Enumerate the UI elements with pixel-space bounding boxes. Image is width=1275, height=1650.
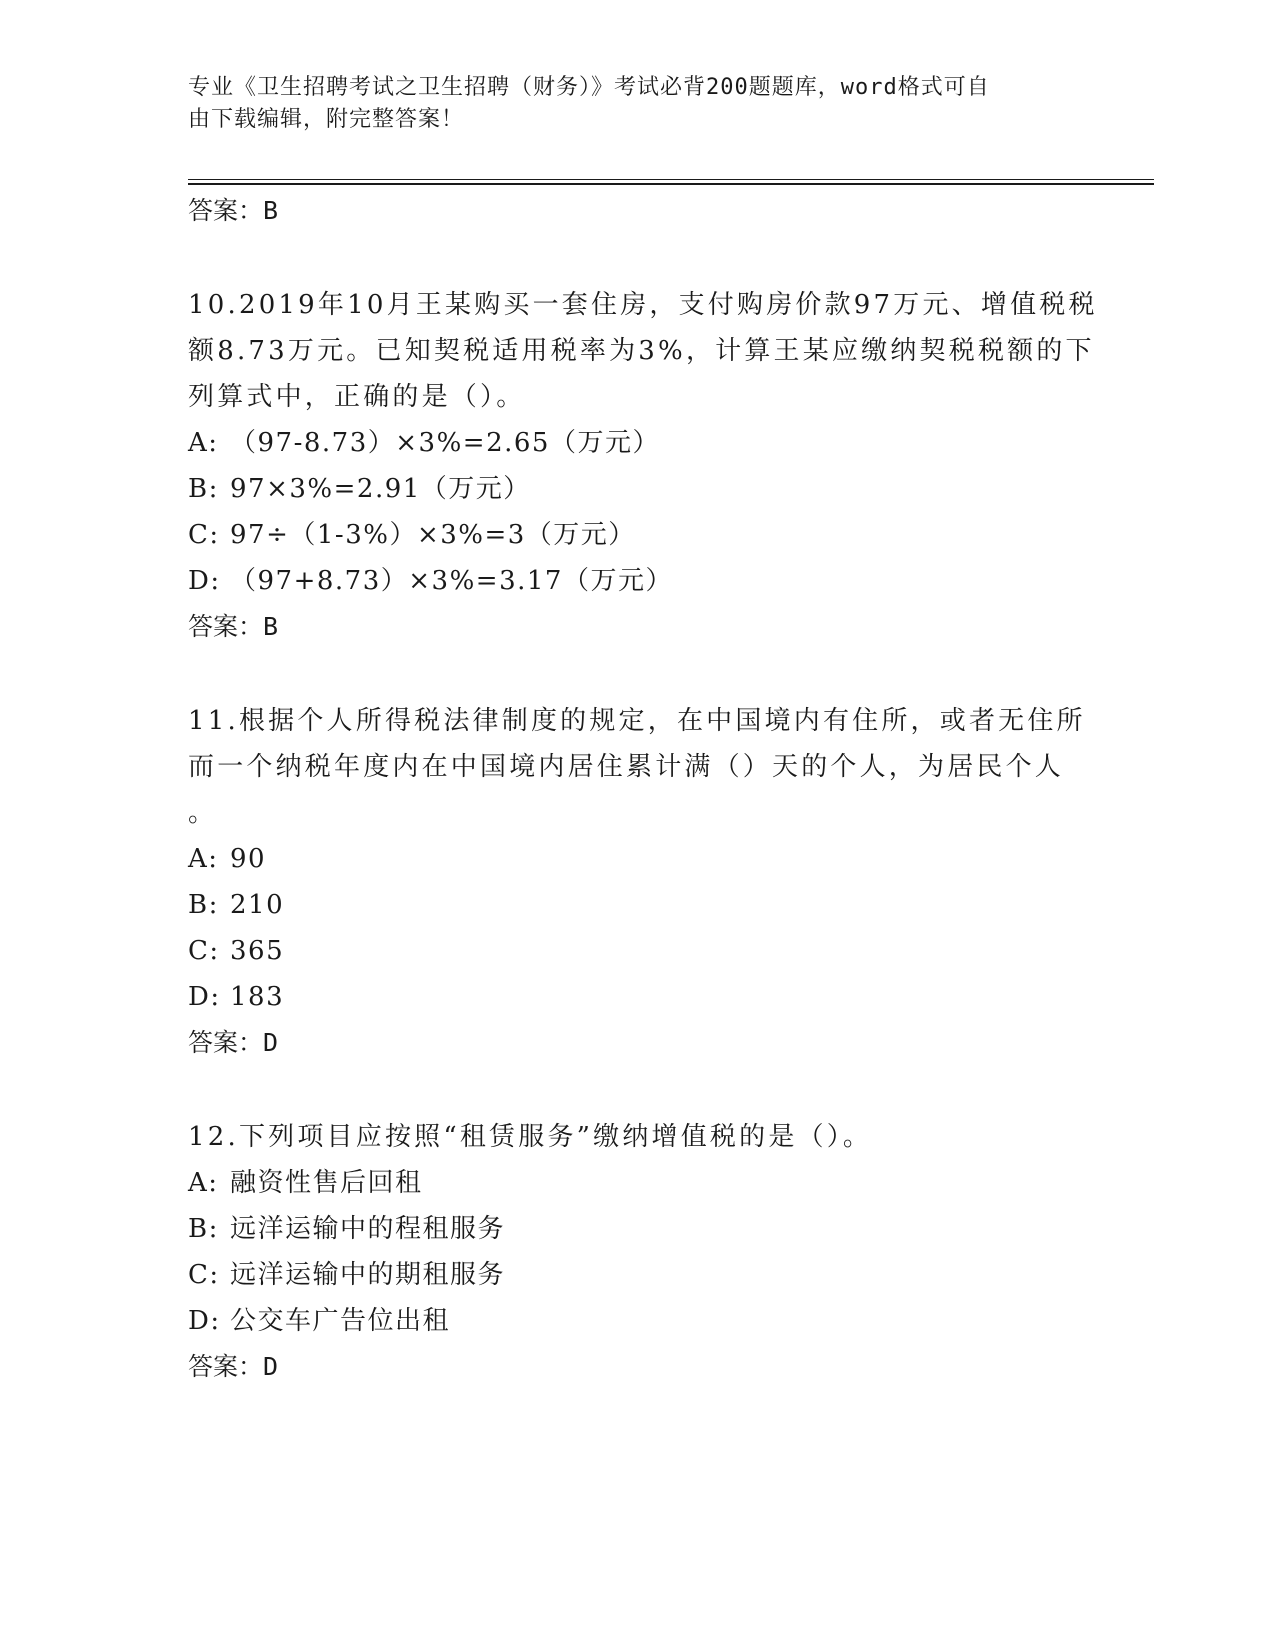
answer-line: 答案：B: [188, 612, 279, 641]
header-title-line-2: 由下载编辑，附完整答案！: [188, 107, 465, 132]
option-b: [188, 1206, 1088, 1252]
option-label: B:: [188, 474, 219, 504]
question-block: [188, 1114, 1088, 1390]
previous-answer: 答案：B: [188, 196, 279, 225]
question-text: [188, 282, 1098, 420]
option-text: 公交车广告位出租: [230, 1306, 451, 1336]
question-line: 额8.73万元。已知契税适用税率为3%，计算王某应缴纳契税税额的下: [188, 336, 1095, 366]
option-a: [188, 1160, 1088, 1206]
option-a: [188, 420, 1088, 466]
option-d: [188, 1298, 1088, 1344]
option-text: 365: [230, 936, 285, 966]
option-label: B:: [188, 1214, 219, 1244]
question-line: 10.2019年10月王某购买一套住房，支付购房价款97万元、增值税税: [188, 290, 1098, 320]
option-label: C:: [188, 936, 220, 966]
question-line: 12.下列项目应按照“租赁服务”缴纳增值税的是（）。: [188, 1122, 873, 1152]
question-list: [188, 188, 1098, 1390]
option-label: A:: [188, 844, 219, 874]
option-d: [188, 558, 1088, 604]
question-block: [188, 282, 1098, 650]
option-label: D:: [188, 1306, 221, 1336]
option-text: （97-8.73）×3%=2.65（万元）: [230, 428, 660, 458]
option-label: D:: [188, 566, 221, 596]
option-text: （97+8.73）×3%=3.17（万元）: [230, 566, 673, 596]
option-text: 97×3%=2.91（万元）: [230, 474, 531, 504]
answer-line: 答案：D: [188, 1028, 279, 1057]
question-block: [188, 698, 1088, 1066]
question-line: 列算式中，正确的是（）。: [188, 382, 526, 412]
option-b: [188, 882, 1088, 928]
option-d: [188, 974, 1088, 1020]
option-text: 远洋运输中的期租服务: [230, 1260, 506, 1290]
option-label: A:: [188, 428, 219, 458]
option-c: [188, 1252, 1088, 1298]
option-label: C:: [188, 1260, 220, 1290]
header-title-line-1: 专业《卫生招聘考试之卫生招聘（财务）》考试必背200题题库，word格式可自: [188, 75, 990, 100]
question-text: [188, 698, 1088, 836]
question-line: 。: [188, 798, 218, 828]
option-label: B:: [188, 890, 219, 920]
spacer: [188, 1066, 1088, 1114]
option-text: 210: [230, 890, 285, 920]
option-c: [188, 928, 1088, 974]
question-line: 而一个纳税年度内在中国境内居住累计满（）天的个人，为居民个人: [188, 752, 1065, 782]
question-text: [188, 1114, 1088, 1160]
header-divider-thick: [188, 183, 1154, 185]
question-line: 11.根据个人所得税法律制度的规定，在中国境内有住所，或者无住所: [188, 706, 1086, 736]
spacer: [188, 650, 1088, 698]
answer-line: 答案：D: [188, 1352, 279, 1381]
option-text: 融资性售后回租: [230, 1168, 423, 1198]
option-label: D:: [188, 982, 221, 1012]
document-header: [188, 72, 1088, 136]
option-c: [188, 512, 1088, 558]
option-b: [188, 466, 1088, 512]
header-divider-thin: [188, 179, 1154, 180]
option-label: A:: [188, 1168, 219, 1198]
option-text: 97÷（1-3%）×3%=3（万元）: [230, 520, 636, 550]
option-a: [188, 836, 1088, 882]
option-text: 远洋运输中的程租服务: [230, 1214, 506, 1244]
option-text: 183: [230, 982, 285, 1012]
option-label: C:: [188, 520, 220, 550]
spacer: [188, 234, 1088, 282]
option-text: 90: [230, 844, 267, 874]
